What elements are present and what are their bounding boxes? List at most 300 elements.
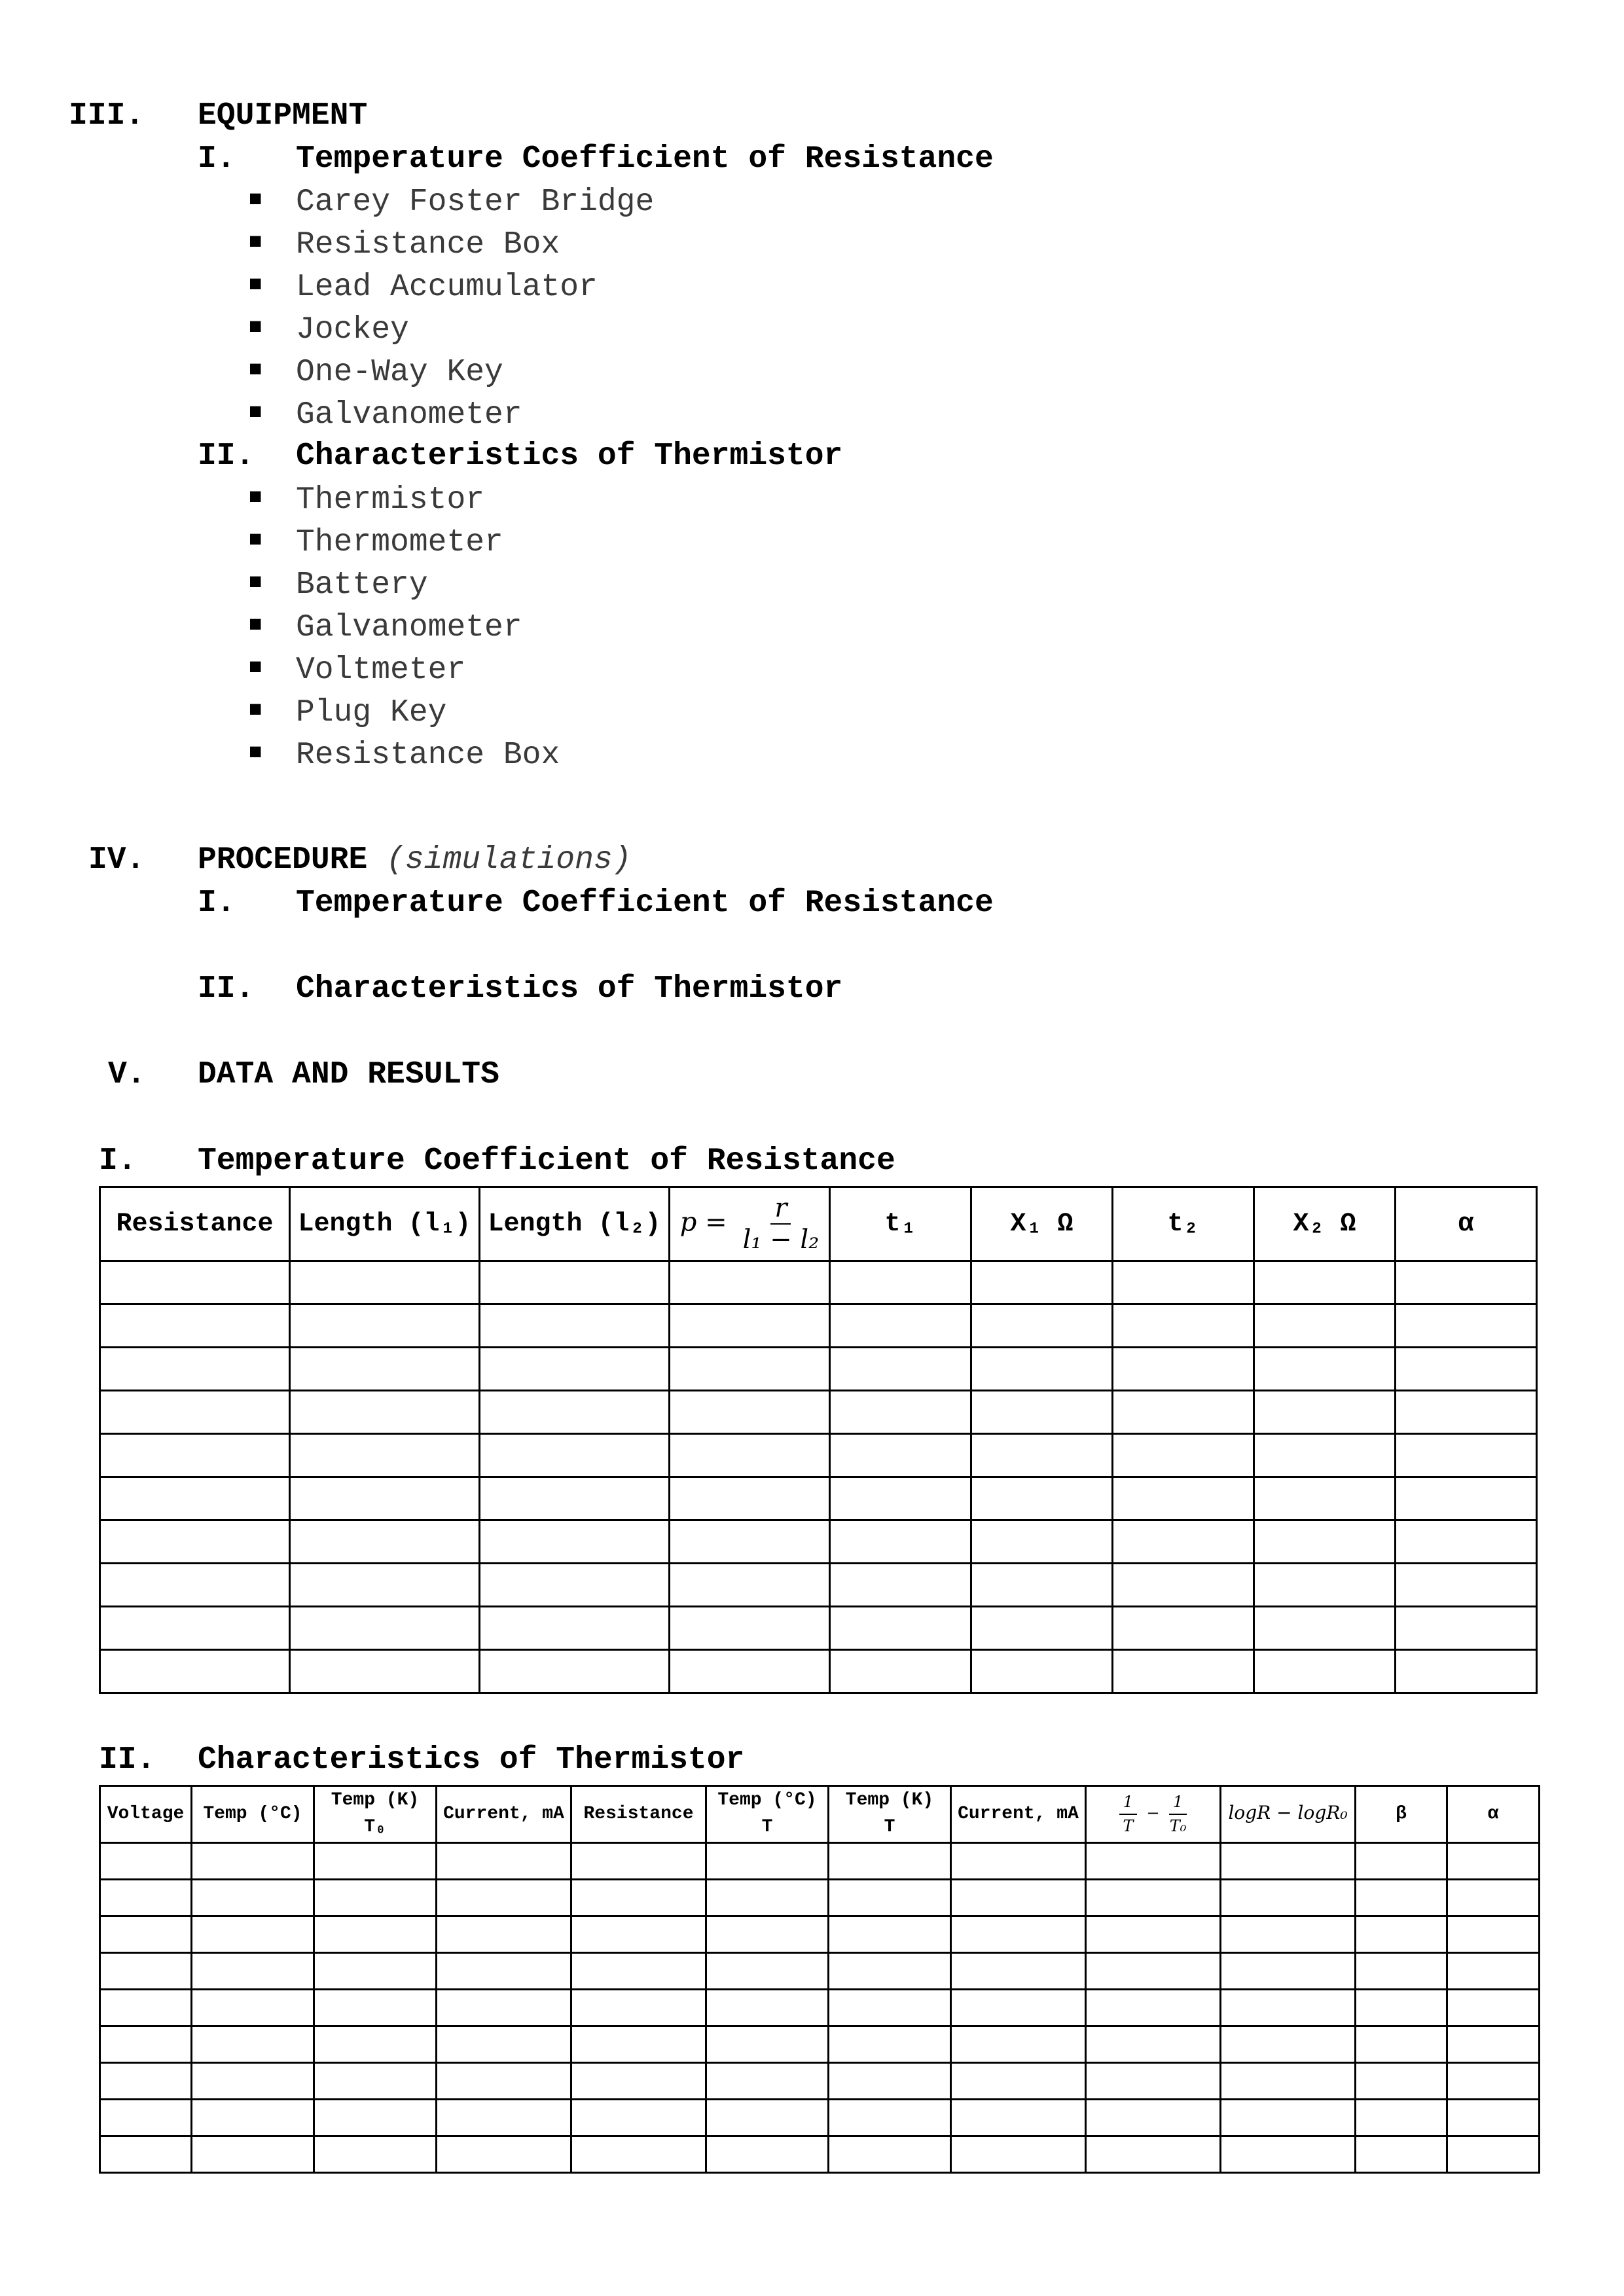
- table-cell[interactable]: [670, 1304, 830, 1348]
- table-cell[interactable]: [1221, 1880, 1356, 1916]
- table-cell[interactable]: [571, 1843, 706, 1880]
- table-cell[interactable]: [670, 1520, 830, 1564]
- table-row: [100, 1607, 1537, 1650]
- formula-fraction: [743, 1193, 820, 1255]
- procedure-sub-1-number: I.: [198, 886, 236, 921]
- table-cell[interactable]: [1221, 2026, 1356, 2063]
- table-cell[interactable]: [314, 1916, 437, 1953]
- equipment-group-1-number: I.: [198, 141, 236, 177]
- table-cell[interactable]: [951, 2026, 1086, 2063]
- table-cell[interactable]: [100, 1916, 192, 1953]
- table-row: [100, 1880, 1540, 1916]
- table-cell[interactable]: [314, 1843, 437, 1880]
- header-length-l1: Length (l₁): [290, 1187, 480, 1261]
- table-cell[interactable]: [1113, 1520, 1254, 1564]
- table-cell[interactable]: [951, 1953, 1086, 1990]
- table2-title: Characteristics of Thermistor: [198, 1742, 745, 1778]
- table-cell[interactable]: [1396, 1391, 1537, 1434]
- bullet-icon: ■: [249, 613, 262, 638]
- table-cell[interactable]: [1254, 1304, 1396, 1348]
- table-cell[interactable]: [1113, 1434, 1254, 1477]
- inverse-numerator-1: 1: [1119, 1791, 1137, 1815]
- table-cell[interactable]: [314, 2063, 437, 2100]
- bullet-icon: ■: [249, 230, 262, 255]
- equipment-group-2-title: Characteristics of Thermistor: [296, 439, 843, 474]
- table-cell[interactable]: [100, 1304, 290, 1348]
- table-cell[interactable]: [1396, 1348, 1537, 1391]
- table-cell[interactable]: [437, 2026, 571, 2063]
- table-cell[interactable]: [1086, 1880, 1221, 1916]
- bullet-icon: ■: [249, 315, 262, 340]
- table-cell[interactable]: [1254, 1261, 1396, 1304]
- table-cell[interactable]: [830, 1607, 971, 1650]
- table-cell[interactable]: [1356, 2026, 1447, 2063]
- procedure-sub-2-number: II.: [198, 971, 255, 1007]
- table-cell[interactable]: [100, 1607, 290, 1650]
- table-row: [100, 1391, 1537, 1434]
- table-cell[interactable]: [1113, 1564, 1254, 1607]
- formula-denominator: l₁ − l₂: [742, 1225, 820, 1255]
- table-cell[interactable]: [951, 2100, 1086, 2136]
- table-cell[interactable]: [1254, 1434, 1396, 1477]
- table-row: [100, 1650, 1537, 1693]
- table-cell[interactable]: [480, 1564, 670, 1607]
- header-inverse-temp: [1086, 1786, 1221, 1843]
- header-alpha: α: [1447, 1786, 1540, 1843]
- table-thermistor-characteristics: [99, 1785, 1540, 2174]
- table-cell[interactable]: [1356, 2063, 1447, 2100]
- table-cell[interactable]: [1086, 1843, 1221, 1880]
- section-number-equipment: III.: [69, 98, 145, 134]
- table-cell[interactable]: [830, 1477, 971, 1520]
- table-cell[interactable]: [571, 2100, 706, 2136]
- table-cell[interactable]: [1396, 1304, 1537, 1348]
- table-cell[interactable]: [100, 2136, 192, 2173]
- log-formula: logR − logR₀: [1228, 1802, 1348, 1824]
- table-cell[interactable]: [971, 1391, 1113, 1434]
- table-cell[interactable]: [1396, 1564, 1537, 1607]
- table-cell[interactable]: [100, 1843, 192, 1880]
- header-resistance: Resistance: [100, 1187, 290, 1261]
- inverse-denominator-1: T: [1123, 1817, 1134, 1835]
- table-cell[interactable]: [1113, 1477, 1254, 1520]
- header-temp-c-symbol: T: [761, 1817, 773, 1837]
- table-cell[interactable]: [670, 1348, 830, 1391]
- table-cell[interactable]: [290, 1348, 480, 1391]
- table-cell[interactable]: [571, 2063, 706, 2100]
- table-cell[interactable]: [829, 2136, 951, 2173]
- table-cell[interactable]: [670, 1434, 830, 1477]
- table-cell[interactable]: [706, 1953, 829, 1990]
- table-cell[interactable]: [192, 2100, 314, 2136]
- table-cell[interactable]: [706, 1990, 829, 2026]
- table-cell[interactable]: [829, 1880, 951, 1916]
- header-x1: X₁ Ω: [971, 1187, 1113, 1261]
- table-cell[interactable]: [1113, 1650, 1254, 1693]
- table-cell[interactable]: [1221, 1990, 1356, 2026]
- table-cell[interactable]: [290, 1434, 480, 1477]
- table-cell[interactable]: [480, 1304, 670, 1348]
- table-cell[interactable]: [1254, 1520, 1396, 1564]
- table-cell[interactable]: [1356, 1916, 1447, 1953]
- table-cell[interactable]: [192, 1916, 314, 1953]
- procedure-sub-2-title: Characteristics of Thermistor: [296, 971, 843, 1007]
- table-header-row: [100, 1786, 1540, 1843]
- procedure-title-text: PROCEDURE: [198, 842, 368, 878]
- table-cell[interactable]: [437, 1880, 571, 1916]
- table-cell[interactable]: [1254, 1477, 1396, 1520]
- table-row: [100, 1916, 1540, 1953]
- table-cell[interactable]: [1396, 1607, 1537, 1650]
- table-row: [100, 1434, 1537, 1477]
- table-cell[interactable]: [571, 1916, 706, 1953]
- table-cell[interactable]: [192, 1953, 314, 1990]
- header-x2: X₂ Ω: [1254, 1187, 1396, 1261]
- table-cell[interactable]: [290, 1650, 480, 1693]
- table-cell[interactable]: [706, 2026, 829, 2063]
- table-cell[interactable]: [290, 1564, 480, 1607]
- bullet-icon: ■: [249, 486, 262, 511]
- table-cell[interactable]: [192, 1843, 314, 1880]
- table-cell[interactable]: [971, 1520, 1113, 1564]
- table-cell[interactable]: [437, 2063, 571, 2100]
- table-cell[interactable]: [1113, 1391, 1254, 1434]
- table-cell[interactable]: [571, 2026, 706, 2063]
- table-cell[interactable]: [1086, 1990, 1221, 2026]
- table-cell[interactable]: [829, 2100, 951, 2136]
- table-cell[interactable]: [100, 1564, 290, 1607]
- table-cell[interactable]: [314, 2136, 437, 2173]
- table-cell[interactable]: [1113, 1261, 1254, 1304]
- table-cell[interactable]: [437, 1990, 571, 2026]
- table-cell[interactable]: [971, 1477, 1113, 1520]
- table-row: [100, 1564, 1537, 1607]
- table-cell[interactable]: [1447, 1843, 1540, 1880]
- table-cell[interactable]: [830, 1348, 971, 1391]
- table-cell[interactable]: [971, 1348, 1113, 1391]
- bullet-icon: ■: [249, 401, 262, 425]
- list-item: Plug Key: [296, 695, 447, 730]
- header-temp-c: [706, 1786, 829, 1843]
- table-cell[interactable]: [100, 1880, 192, 1916]
- table-cell[interactable]: [100, 1650, 290, 1693]
- table-cell[interactable]: [829, 1916, 951, 1953]
- table-cell[interactable]: [830, 1261, 971, 1304]
- header-temp-k-label: Temp (K): [845, 1790, 934, 1811]
- table-row: [100, 2026, 1540, 2063]
- list-item: Resistance Box: [296, 738, 560, 773]
- section-title-data-results: DATA AND RESULTS: [198, 1057, 499, 1092]
- table-cell[interactable]: [437, 1843, 571, 1880]
- table-cell[interactable]: [706, 1916, 829, 1953]
- inverse-denominator-2: T₀: [1169, 1817, 1187, 1835]
- table-cell[interactable]: [1356, 1953, 1447, 1990]
- table-cell[interactable]: [971, 1650, 1113, 1693]
- table1-title: Temperature Coefficient of Resistance: [198, 1143, 895, 1179]
- table-cell[interactable]: [1447, 1953, 1540, 1990]
- header-resistance: Resistance: [571, 1786, 706, 1843]
- table-cell[interactable]: [100, 1348, 290, 1391]
- table-cell[interactable]: [100, 1477, 290, 1520]
- list-item: Battery: [296, 567, 428, 603]
- table-cell[interactable]: [1356, 2100, 1447, 2136]
- header-t1: t₁: [830, 1187, 971, 1261]
- formula-numerator: r: [770, 1193, 791, 1225]
- table-cell[interactable]: [706, 1880, 829, 1916]
- table-cell[interactable]: [1113, 1607, 1254, 1650]
- table-cell[interactable]: [480, 1348, 670, 1391]
- inverse-minus: −: [1146, 1804, 1160, 1823]
- table-cell[interactable]: [1356, 1843, 1447, 1880]
- table-cell[interactable]: [1447, 1916, 1540, 1953]
- table-cell[interactable]: [437, 1953, 571, 1990]
- table-row: [100, 2063, 1540, 2100]
- table-cell[interactable]: [1113, 1304, 1254, 1348]
- table-cell[interactable]: [830, 1434, 971, 1477]
- header-log-ratio: [1221, 1786, 1356, 1843]
- table-cell[interactable]: [670, 1607, 830, 1650]
- table-row: [100, 1477, 1537, 1520]
- inverse-fraction-2: [1169, 1791, 1187, 1838]
- table-cell[interactable]: [830, 1304, 971, 1348]
- table-cell[interactable]: [830, 1564, 971, 1607]
- table-cell[interactable]: [314, 2026, 437, 2063]
- table-cell[interactable]: [951, 1990, 1086, 2026]
- table-cell[interactable]: [571, 1880, 706, 1916]
- table-cell[interactable]: [480, 1607, 670, 1650]
- table-cell[interactable]: [971, 1564, 1113, 1607]
- table-cell[interactable]: [100, 1953, 192, 1990]
- table-cell[interactable]: [951, 1843, 1086, 1880]
- table-cell[interactable]: [830, 1391, 971, 1434]
- table-cell[interactable]: [1221, 1953, 1356, 1990]
- header-t2: t₂: [1113, 1187, 1254, 1261]
- table2-number: II.: [99, 1742, 156, 1778]
- table-cell[interactable]: [1396, 1477, 1537, 1520]
- table-cell[interactable]: [192, 1880, 314, 1916]
- table-cell[interactable]: [670, 1564, 830, 1607]
- table-cell[interactable]: [290, 1304, 480, 1348]
- table-cell[interactable]: [1086, 2063, 1221, 2100]
- table-cell[interactable]: [100, 1391, 290, 1434]
- procedure-sub-1-title: Temperature Coefficient of Resistance: [296, 886, 994, 921]
- table-cell[interactable]: [1447, 1880, 1540, 1916]
- table-row: [100, 1520, 1537, 1564]
- table-cell[interactable]: [706, 1843, 829, 1880]
- table-cell[interactable]: [1221, 1916, 1356, 1953]
- table-cell[interactable]: [437, 1916, 571, 1953]
- table-cell[interactable]: [1086, 1953, 1221, 1990]
- table-cell[interactable]: [100, 2100, 192, 2136]
- header-temp-k0-symbol: T₀: [364, 1817, 386, 1837]
- bullet-icon: ■: [249, 358, 262, 383]
- bullet-icon: ■: [249, 741, 262, 766]
- table-cell[interactable]: [100, 2026, 192, 2063]
- table-cell[interactable]: [1447, 2026, 1540, 2063]
- table-cell[interactable]: [829, 2063, 951, 2100]
- table-cell[interactable]: [830, 1520, 971, 1564]
- table-cell[interactable]: [1254, 1564, 1396, 1607]
- inverse-numerator-2: 1: [1169, 1791, 1187, 1815]
- table-cell[interactable]: [1396, 1261, 1537, 1304]
- table-cell[interactable]: [480, 1520, 670, 1564]
- table-cell[interactable]: [1113, 1348, 1254, 1391]
- bullet-icon: ■: [249, 571, 262, 596]
- header-temp-k: [829, 1786, 951, 1843]
- table-cell[interactable]: [1396, 1434, 1537, 1477]
- table-cell[interactable]: [670, 1261, 830, 1304]
- bullet-icon: ■: [249, 698, 262, 723]
- table-cell[interactable]: [314, 1953, 437, 1990]
- table-temperature-coefficient: [99, 1186, 1538, 1694]
- table-cell[interactable]: [314, 1990, 437, 2026]
- list-item: Thermometer: [296, 525, 503, 560]
- header-alpha: α: [1396, 1187, 1537, 1261]
- table-cell[interactable]: [830, 1650, 971, 1693]
- table-cell[interactable]: [290, 1520, 480, 1564]
- table-cell[interactable]: [571, 1953, 706, 1990]
- table-cell[interactable]: [971, 1607, 1113, 1650]
- table-cell[interactable]: [951, 2136, 1086, 2173]
- table-cell[interactable]: [480, 1650, 670, 1693]
- table-cell[interactable]: [1447, 2136, 1540, 2173]
- header-temp-k-symbol: T: [884, 1817, 895, 1837]
- table-cell[interactable]: [1086, 1916, 1221, 1953]
- table-cell[interactable]: [192, 2026, 314, 2063]
- table-cell[interactable]: [1254, 1607, 1396, 1650]
- list-item: Thermistor: [296, 482, 485, 518]
- table-row: [100, 1348, 1537, 1391]
- table-cell[interactable]: [1447, 2100, 1540, 2136]
- table-cell[interactable]: [314, 1880, 437, 1916]
- header-current: Current, mA: [951, 1786, 1086, 1843]
- table-cell[interactable]: [971, 1434, 1113, 1477]
- table-row: [100, 1990, 1540, 2026]
- table-cell[interactable]: [437, 2100, 571, 2136]
- table-cell[interactable]: [1086, 2136, 1221, 2173]
- table-cell[interactable]: [1396, 1520, 1537, 1564]
- table-cell[interactable]: [1254, 1348, 1396, 1391]
- table-cell[interactable]: [951, 1880, 1086, 1916]
- table-cell[interactable]: [571, 1990, 706, 2026]
- header-beta: β: [1356, 1786, 1447, 1843]
- header-length-l2: Length (l₂): [480, 1187, 670, 1261]
- table-cell[interactable]: [1086, 2026, 1221, 2063]
- table-cell[interactable]: [829, 1843, 951, 1880]
- bullet-icon: ■: [249, 656, 262, 681]
- table-cell[interactable]: [1221, 1843, 1356, 1880]
- table-cell[interactable]: [951, 1916, 1086, 1953]
- section-number-procedure: IV.: [88, 842, 145, 878]
- table-cell[interactable]: [100, 1434, 290, 1477]
- table-row: [100, 1843, 1540, 1880]
- table-cell[interactable]: [670, 1391, 830, 1434]
- table-cell[interactable]: [670, 1650, 830, 1693]
- table-cell[interactable]: [971, 1261, 1113, 1304]
- table-cell[interactable]: [290, 1607, 480, 1650]
- table-cell[interactable]: [480, 1477, 670, 1520]
- table-row: [100, 1953, 1540, 1990]
- bullet-icon: ■: [249, 528, 262, 553]
- bullet-icon: ■: [249, 188, 262, 213]
- table-cell[interactable]: [1221, 2063, 1356, 2100]
- table-cell[interactable]: [192, 1990, 314, 2026]
- list-item: Voltmeter: [296, 653, 466, 688]
- section-title-equipment: EQUIPMENT: [198, 98, 368, 134]
- bullet-icon: ■: [249, 273, 262, 298]
- header-p-formula: [670, 1187, 830, 1261]
- list-item: One-Way Key: [296, 355, 503, 390]
- table-cell[interactable]: [1221, 2136, 1356, 2173]
- table-row: [100, 2100, 1540, 2136]
- table-cell[interactable]: [100, 1990, 192, 2026]
- header-voltage: Voltage: [100, 1786, 192, 1843]
- header-current0: Current, mA: [437, 1786, 571, 1843]
- table-cell[interactable]: [829, 1990, 951, 2026]
- table-cell[interactable]: [706, 2136, 829, 2173]
- header-temp-k0: [314, 1786, 437, 1843]
- table-cell[interactable]: [1356, 1880, 1447, 1916]
- equipment-group-2-number: II.: [198, 439, 255, 474]
- table-cell[interactable]: [192, 2136, 314, 2173]
- section-title-procedure: [198, 842, 632, 878]
- table-cell[interactable]: [1254, 1650, 1396, 1693]
- table-cell[interactable]: [100, 1261, 290, 1304]
- procedure-note: (simulations): [386, 842, 632, 878]
- table-cell[interactable]: [437, 2136, 571, 2173]
- header-temp-c-label: Temp (°C): [717, 1790, 817, 1811]
- inverse-fraction-1: [1119, 1791, 1137, 1838]
- table-cell[interactable]: [971, 1304, 1113, 1348]
- table-cell[interactable]: [706, 2063, 829, 2100]
- table-cell[interactable]: [706, 2100, 829, 2136]
- table1-number: I.: [99, 1143, 137, 1179]
- table-cell[interactable]: [1254, 1391, 1396, 1434]
- table-cell[interactable]: [290, 1261, 480, 1304]
- table-cell[interactable]: [480, 1391, 670, 1434]
- table-cell[interactable]: [1356, 2136, 1447, 2173]
- table-row: [100, 1261, 1537, 1304]
- table-cell[interactable]: [1356, 1990, 1447, 2026]
- table-cell[interactable]: [480, 1434, 670, 1477]
- table-cell[interactable]: [1396, 1650, 1537, 1693]
- table-row: [100, 2136, 1540, 2173]
- table-cell[interactable]: [670, 1477, 830, 1520]
- table-cell[interactable]: [1447, 1990, 1540, 2026]
- table-cell[interactable]: [314, 2100, 437, 2136]
- list-item: Carey Foster Bridge: [296, 185, 655, 220]
- table-cell[interactable]: [1086, 2100, 1221, 2136]
- table-header-row: [100, 1187, 1537, 1261]
- table-cell[interactable]: [829, 1953, 951, 1990]
- table-cell[interactable]: [290, 1391, 480, 1434]
- equipment-group-1-title: Temperature Coefficient of Resistance: [296, 141, 994, 177]
- table-cell[interactable]: [1221, 2100, 1356, 2136]
- table-cell[interactable]: [1447, 2063, 1540, 2100]
- table-cell[interactable]: [100, 2063, 192, 2100]
- table-cell[interactable]: [571, 2136, 706, 2173]
- table-cell[interactable]: [829, 2026, 951, 2063]
- formula-p-lhs: p =: [679, 1207, 727, 1238]
- table-cell[interactable]: [100, 1520, 290, 1564]
- table-cell[interactable]: [480, 1261, 670, 1304]
- table1-body: [100, 1261, 1537, 1693]
- table-cell[interactable]: [192, 2063, 314, 2100]
- table-row: [100, 1304, 1537, 1348]
- table-cell[interactable]: [290, 1477, 480, 1520]
- table-cell[interactable]: [951, 2063, 1086, 2100]
- list-item: Galvanometer: [296, 397, 522, 433]
